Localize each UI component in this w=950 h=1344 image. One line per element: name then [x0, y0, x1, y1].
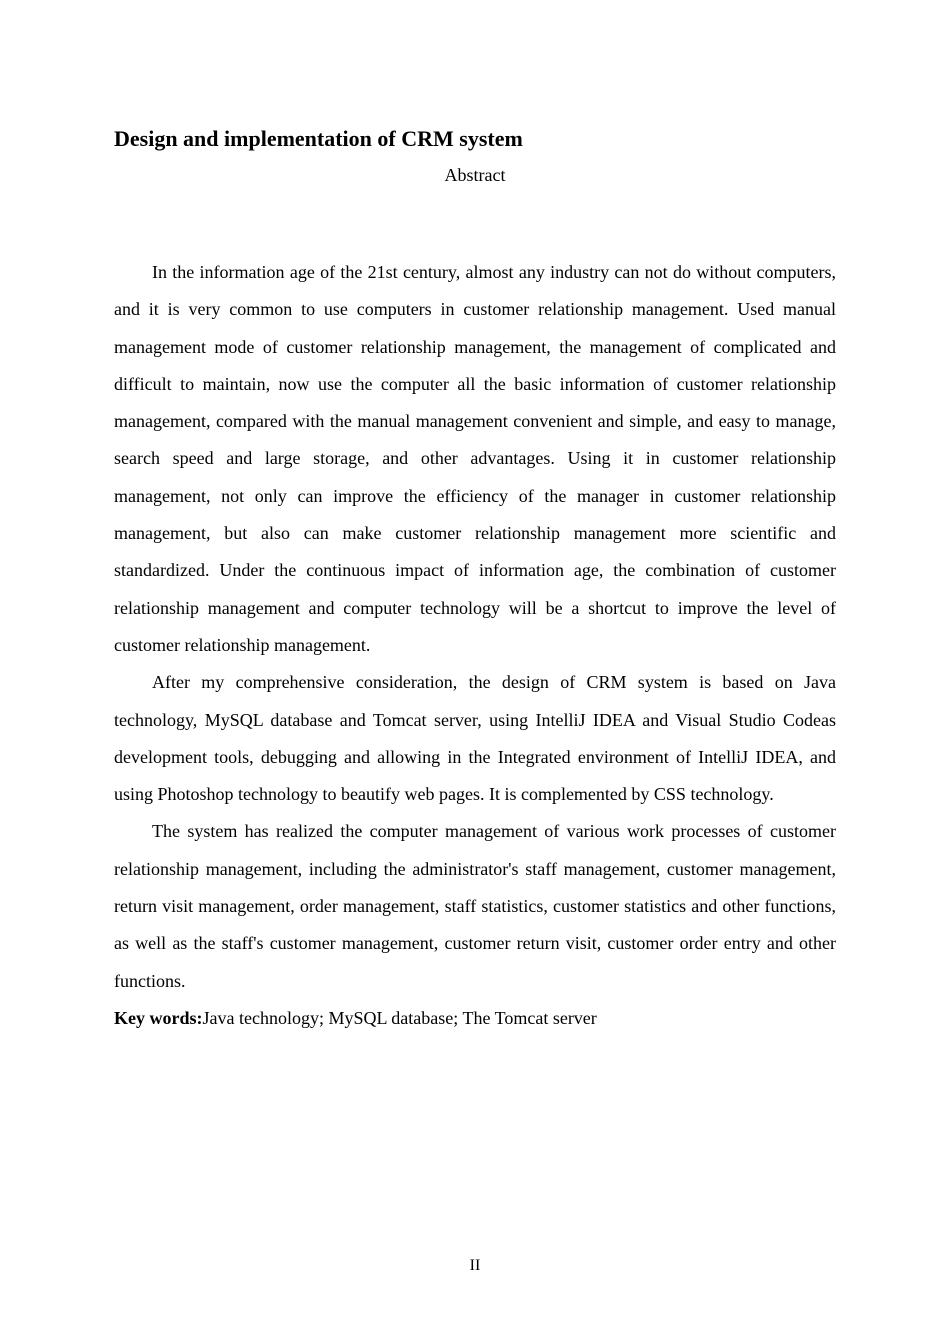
abstract-paragraph: After my comprehensive consideration, the design of CRM system is based on Java technology, MySQL database and Tomcat server, using IntelliJ IDEA and Visual Studio Codeas development tools, debugging and allowing in the Integrated environment of IntelliJ IDEA, and using Photoshop technology to beautify web pages. It is complemented by CSS technology. [114, 672, 836, 805]
page-number: II [469, 1257, 481, 1274]
keywords-line [114, 1000, 836, 1037]
abstract-paragraph: The system has realized the computer management of various work processes of customer relationship management, including the administrator's staff management, customer management, return visit management, order management, staff statistics, customer statistics and other functions, as well as the staff's customer management, customer return visit, customer order entry and other functions. [114, 821, 836, 991]
abstract-body [114, 254, 836, 1037]
abstract-heading: Abstract [444, 165, 506, 185]
keywords-label: Key words: [114, 1007, 203, 1028]
keywords-text: Java technology; MySQL database; The Tomcat server [202, 1007, 597, 1028]
abstract-paragraph: In the information age of the 21st century, almost any industry can not do without computers, and it is very common to use computers in customer relationship management. Used manual management mode of customer relationship management, the management of complicated and difficult to maintain, now use the computer all the basic information of customer relationship management, compared with the manual management convenient and simple, and easy to manage, search speed and large storage, and other advantages. Using it in customer relationship management, not only can improve the efficiency of the manager in customer relationship management, but also can make customer relationship management more scientific and standardized. Under the continuous impact of information age, the combination of customer relationship management and computer technology will be a shortcut to improve the level of customer relationship management. [114, 262, 836, 655]
document-title: Design and implementation of CRM system [114, 126, 523, 151]
